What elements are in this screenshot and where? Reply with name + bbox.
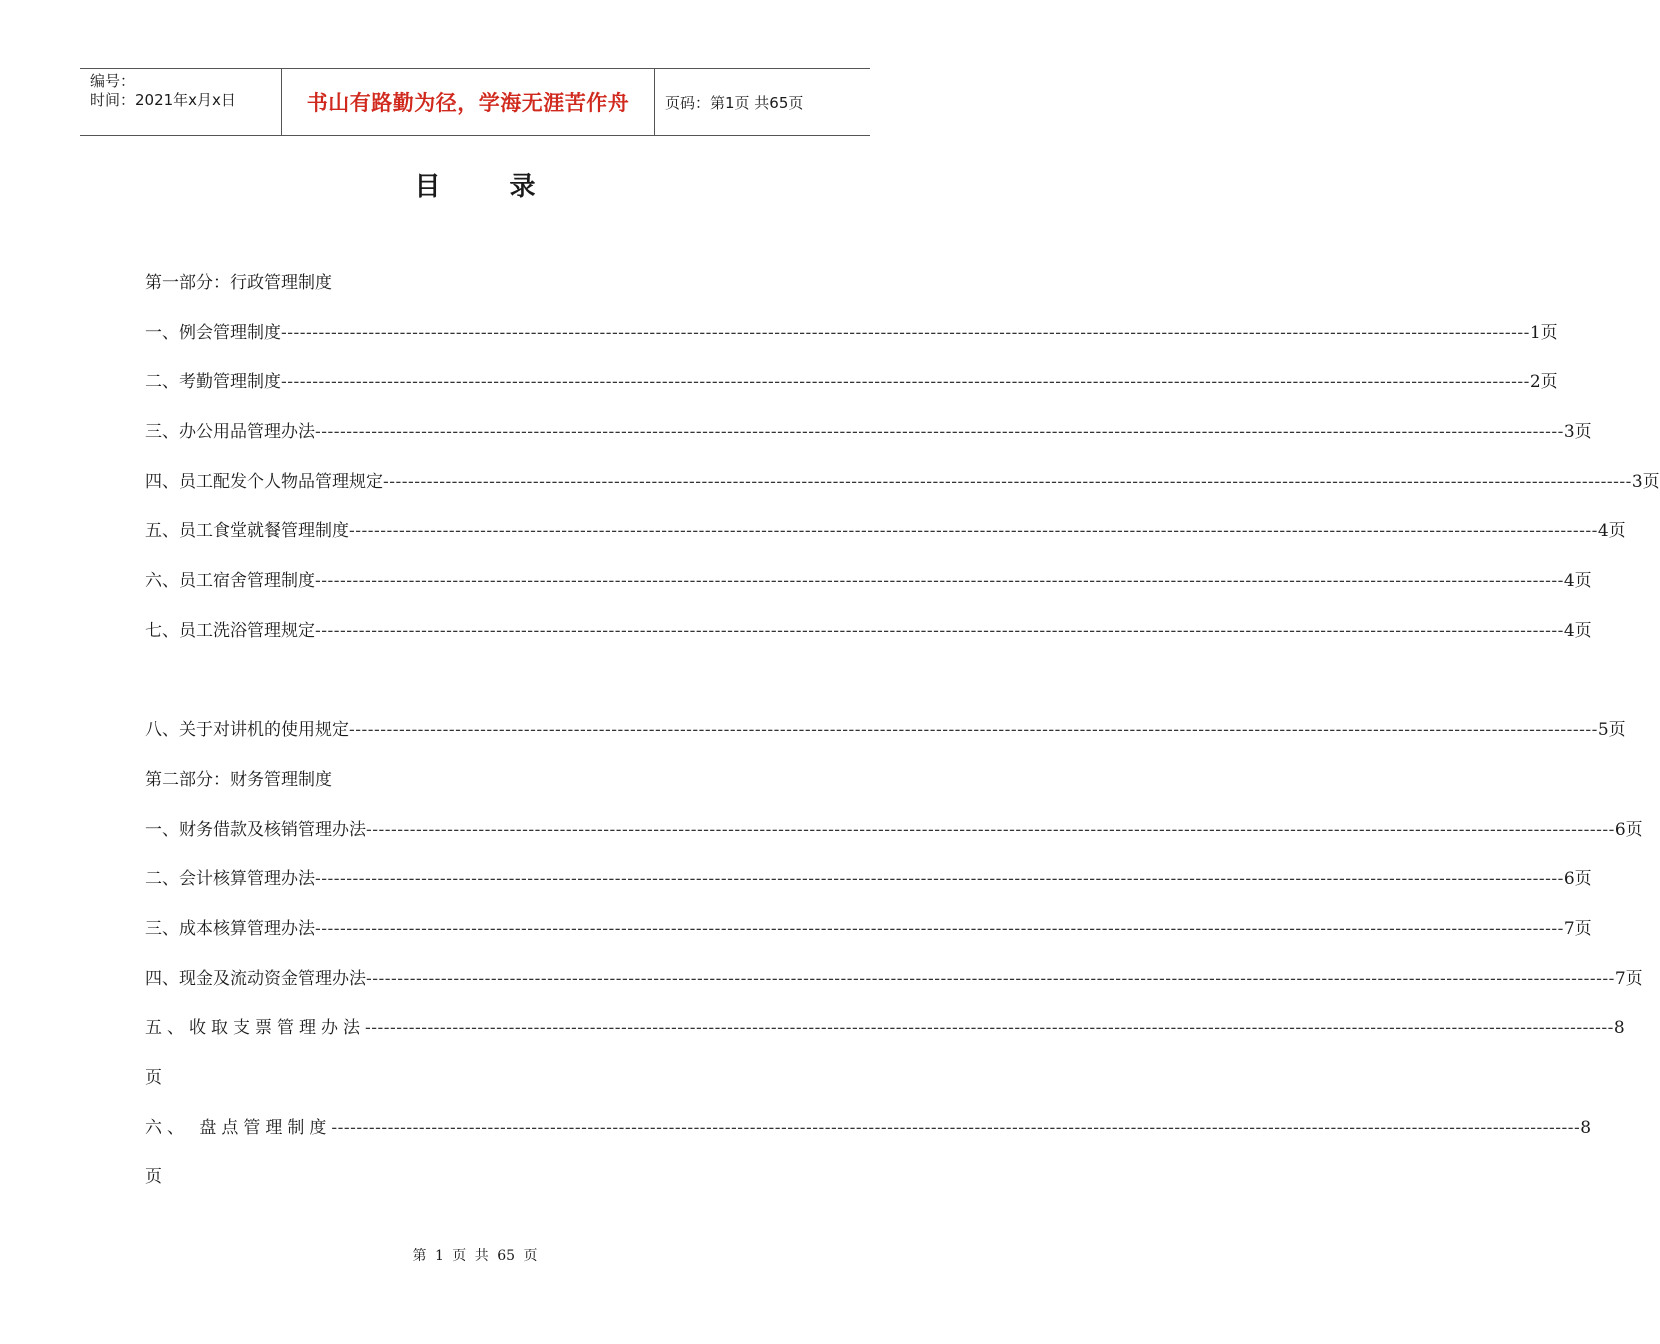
toc-entry[interactable]	[145, 715, 1626, 765]
toc-entry[interactable]	[145, 864, 1592, 914]
toc-entry-label: 八、关于对讲机的使用规定	[145, 720, 349, 741]
toc-entry-page: 4页	[1563, 620, 1592, 641]
toc-leader: --------------------------------------------------------------------------------------------------------------------------------------------------------------------------------------------------------	[315, 869, 1564, 890]
toc-leader: --------------------------------------------------------------------------------------------------------------------------------------------------------------------------------------------------------	[315, 620, 1564, 641]
toc-entry[interactable]	[145, 1113, 1592, 1163]
toc-leader: --------------------------------------------------------------------------------------------------------------------------------------------------------------------------------------------------------	[366, 819, 1615, 840]
toc-entry-page: 4页	[1563, 571, 1592, 592]
toc-leader: --------------------------------------------------------------------------------------------------------------------------------------------------------------------------------------------------------	[349, 720, 1598, 741]
toc-entry-label: 六、 盘点管理制度	[145, 1117, 332, 1138]
toc-entry-page: 3页	[1563, 422, 1592, 443]
toc-entry-label: 七、员工洗浴管理规定	[145, 620, 315, 641]
toc-entry[interactable]	[145, 318, 1558, 368]
header-page-info: 页码：第1页 共65页	[665, 93, 804, 112]
toc-leader: --------------------------------------------------------------------------------------------------------------------------------------------------------------------------------------------------------	[315, 571, 1564, 592]
toc-entry-page: 1页	[1529, 322, 1558, 343]
header-number: 编号：	[90, 72, 136, 90]
toc-leader: --------------------------------------------------------------------------------------------------------------------------------------------------------------------------------------------------------	[383, 471, 1632, 492]
toc-entry-label: 二、会计核算管理办法	[145, 869, 315, 890]
toc-entry[interactable]	[145, 815, 1643, 865]
toc-leader: --------------------------------------------------------------------------------------------------------------------------------------------------------------------------------------------------------	[331, 1117, 1581, 1138]
toc-entry[interactable]	[145, 914, 1592, 964]
toc-entry-label: 六、员工宿舍管理制度	[145, 571, 315, 592]
header-motto: 书山有路勤为径，学海无涯苦作舟	[306, 91, 630, 115]
toc-entry-page: 6页	[1563, 869, 1592, 890]
toc-entry[interactable]	[145, 516, 1626, 566]
toc-entry[interactable]	[145, 964, 1643, 1014]
toc-entry-label: 四、现金及流动资金管理办法	[145, 968, 366, 989]
toc-entry-page: 7页	[1614, 968, 1643, 989]
toc-entry-page-wrap: 页	[145, 1068, 162, 1088]
toc-entry-label: 一、财务借款及核销管理办法	[145, 819, 366, 840]
toc-leader: --------------------------------------------------------------------------------------------------------------------------------------------------------------------------------------------------------	[315, 422, 1564, 443]
toc-entry-page: 3页	[1631, 471, 1660, 492]
toc-entry[interactable]	[145, 417, 1592, 467]
toc-part2-title: 第二部分：财务管理制度	[145, 769, 332, 790]
header-motto-cell	[282, 69, 655, 135]
toc-entry-label: 三、办公用品管理办法	[145, 422, 315, 443]
toc-entry-label: 二、考勤管理制度	[145, 372, 281, 393]
toc-entry-label: 三、成本核算管理办法	[145, 918, 315, 939]
page-footer: 第 1 页 共 65 页	[412, 1248, 538, 1264]
toc-entry-label: 五、收取支票管理办法	[145, 1018, 365, 1039]
toc-entry[interactable]	[145, 616, 1592, 666]
toc-leader: --------------------------------------------------------------------------------------------------------------------------------------------------------------------------------------------------------	[315, 918, 1564, 939]
toc-entry-label: 四、员工配发个人物品管理规定	[145, 471, 383, 492]
toc-entry[interactable]	[145, 1013, 1625, 1063]
toc-entry-label: 五、员工食堂就餐管理制度	[145, 521, 349, 542]
toc-entry-page-wrap: 页	[145, 1167, 162, 1188]
toc-entry-label: 一、例会管理制度	[145, 322, 281, 343]
toc-leader: --------------------------------------------------------------------------------------------------------------------------------------------------------------------------------------------------------	[281, 322, 1530, 343]
toc-entry[interactable]	[145, 566, 1592, 616]
toc-entry[interactable]	[145, 467, 1660, 517]
toc-entry-page: 7页	[1563, 918, 1592, 939]
toc-entry[interactable]	[145, 367, 1558, 417]
toc-leader: --------------------------------------------------------------------------------------------------------------------------------------------------------------------------------------------------------	[281, 372, 1530, 393]
toc-entry-page: 2页	[1529, 372, 1558, 393]
toc-leader: --------------------------------------------------------------------------------------------------------------------------------------------------------------------------------------------------------	[349, 521, 1598, 542]
page-title: 目 录	[414, 172, 566, 202]
toc-leader: --------------------------------------------------------------------------------------------------------------------------------------------------------------------------------------------------------	[366, 968, 1615, 989]
toc-entry-page: 4页	[1597, 521, 1626, 542]
blank-line	[145, 666, 810, 716]
toc-part1-title: 第一部分：行政管理制度	[145, 273, 332, 293]
toc-entry-page: 8	[1613, 1018, 1625, 1039]
header-time: 时间：2021年x月x日	[90, 91, 236, 109]
toc-entry-page: 6页	[1614, 819, 1643, 840]
toc-leader: --------------------------------------------------------------------------------------------------------------------------------------------------------------------------------------------------------	[365, 1018, 1614, 1039]
header-meta	[80, 69, 282, 135]
page-header	[80, 68, 870, 136]
toc-entry-page: 8	[1580, 1117, 1592, 1138]
table-of-contents	[145, 268, 1660, 1212]
toc-entry-page: 5页	[1597, 720, 1626, 741]
